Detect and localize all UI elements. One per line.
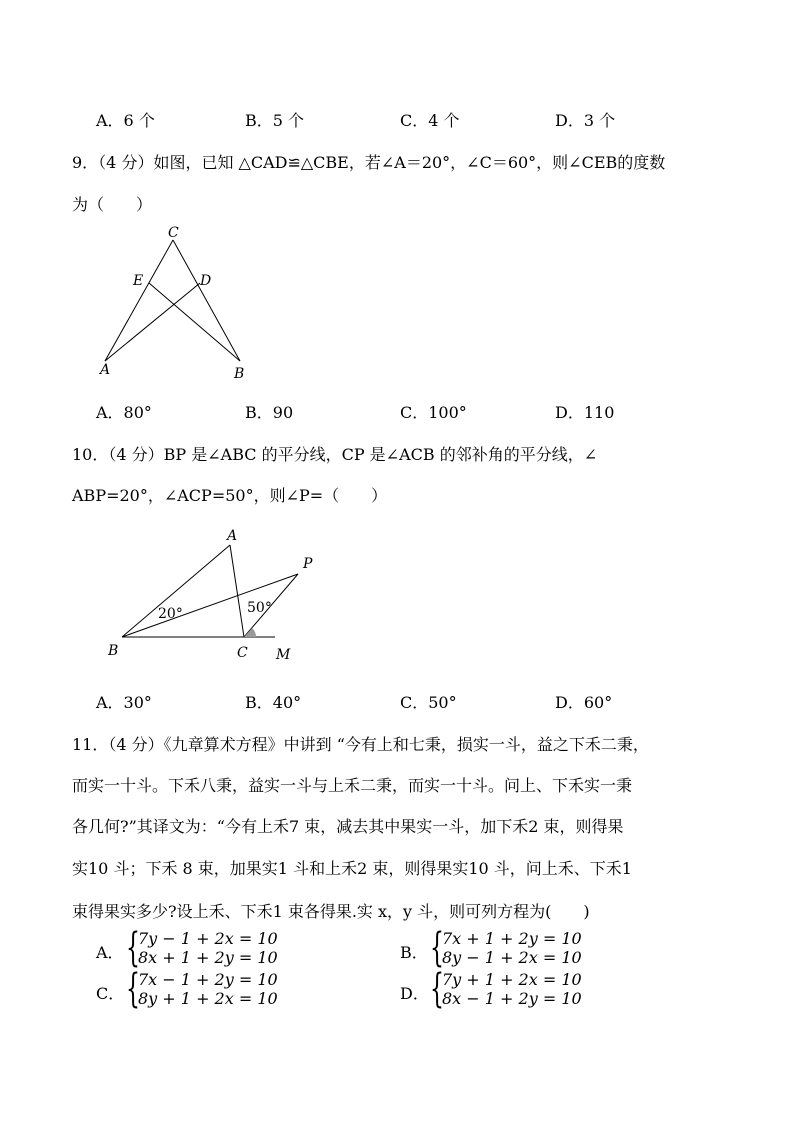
q9-option-a: A．80° — [96, 403, 152, 422]
q11-option-a-brace: { — [126, 925, 140, 971]
q11-option-b-eq-2: 8y − 1 + 2x = 10 — [442, 948, 582, 967]
q10-angle-label-50: 50° — [247, 600, 272, 616]
q9-segment-ca — [105, 240, 173, 361]
q11-option-d-brace: { — [430, 966, 444, 1012]
q9-label-b: B — [234, 366, 245, 382]
q10-option-b: B．40° — [245, 693, 302, 712]
q9-option-b: B．90 — [245, 403, 294, 422]
q10-segment-ac — [230, 545, 244, 637]
q9-segment-cb — [173, 240, 240, 361]
q11-option-d-eq-2: 8x − 1 + 2y = 10 — [442, 989, 582, 1008]
q9-option-d: D．110 — [555, 403, 615, 422]
q9-segment-ad — [105, 283, 200, 361]
q11-stem-line-4: 实10 斗；下禾 8 束，加果实1 斗和上禾2 束，则得果实10 斗，问上禾、下禾1 — [72, 859, 632, 878]
q10-option-c: C．50° — [400, 693, 457, 712]
q8-option-a: A．6 个 — [96, 111, 155, 130]
q8-option-c: C．4 个 — [400, 111, 460, 130]
q8-option-d: D．3 个 — [555, 111, 616, 130]
q10-label-a: A — [227, 528, 238, 544]
q11-option-c-eq-2: 8y + 1 + 2x = 10 — [138, 989, 278, 1008]
q9-label-a: A — [100, 362, 111, 378]
q11-option-a-eq-2: 8x + 1 + 2y = 10 — [138, 948, 278, 967]
q11-option-d-letter: D． — [400, 984, 429, 1003]
q11-option-c-eq-1: 7x − 1 + 2y = 10 — [138, 970, 278, 989]
q10-segment-ba — [122, 545, 230, 637]
q10-triangle-figure — [100, 520, 330, 670]
q10-label-m: M — [276, 647, 291, 663]
q11-stem-line-5: 束得果实多少?设上禾、下禾1 束各得果.实 x，y 斗，则可列方程为( ) — [72, 902, 590, 921]
q9-triangle-figure — [90, 220, 260, 390]
q11-stem-line-2: 而实一十斗。下禾八秉，益实一斗与上禾二秉，而实一十斗。问上、下禾实一秉 — [72, 776, 633, 795]
q10-stem-line-2: ABP=20°，∠ACP=50°，则∠P=（ ） — [72, 486, 388, 505]
q9-stem-line-2: 为（ ） — [72, 195, 153, 214]
q9-label-e: E — [133, 273, 144, 289]
q10-label-b: B — [108, 643, 119, 659]
q10-stem-line-1: 10．（4 分）BP 是∠ABC 的平分线，CP 是∠ACB 的邻补角的平分线，∠ — [72, 445, 598, 464]
q11-option-b-eq-1: 7x + 1 + 2y = 10 — [442, 929, 582, 948]
q10-label-p: P — [303, 556, 313, 572]
q11-option-c-letter: C． — [96, 984, 125, 1003]
q11-stem-line-1: 11．（4 分）《九章算术方程》中讲到 “今有上和七秉，损实一斗，益之下禾二秉， — [72, 735, 649, 754]
q10-option-d: D．60° — [555, 693, 613, 712]
q9-label-d: D — [200, 273, 212, 289]
q11-stem-line-3: 各几何?”其译文为：“今有上禾7 束，减去其中果实一斗，加下禾2 束，则得果 — [72, 817, 624, 836]
q11-option-a-letter: A． — [96, 943, 124, 962]
q11-option-b-brace: { — [430, 925, 444, 971]
q10-angle-label-20: 20° — [158, 606, 183, 622]
q11-option-c — [96, 966, 316, 1013]
q9-option-c: C．100° — [400, 403, 467, 422]
q11-option-b-letter: B． — [400, 943, 428, 962]
q10-label-c: C — [237, 645, 248, 661]
q8-option-b: B．5 个 — [245, 111, 305, 130]
q11-option-d-eq-1: 7y + 1 + 2x = 10 — [442, 970, 582, 989]
q9-stem-line-1: 9．（4 分）如图，已知 △CAD≌△CBE，若∠A＝20°，∠C＝60°，则∠CEB的度数 — [72, 153, 666, 172]
q11-option-a-eq-1: 7y − 1 + 2x = 10 — [138, 929, 278, 948]
q9-label-c: C — [168, 225, 179, 241]
q9-segment-be — [149, 283, 240, 361]
q10-option-a: A．30° — [96, 693, 152, 712]
q11-option-d — [400, 966, 620, 1013]
q11-option-c-brace: { — [126, 966, 140, 1012]
